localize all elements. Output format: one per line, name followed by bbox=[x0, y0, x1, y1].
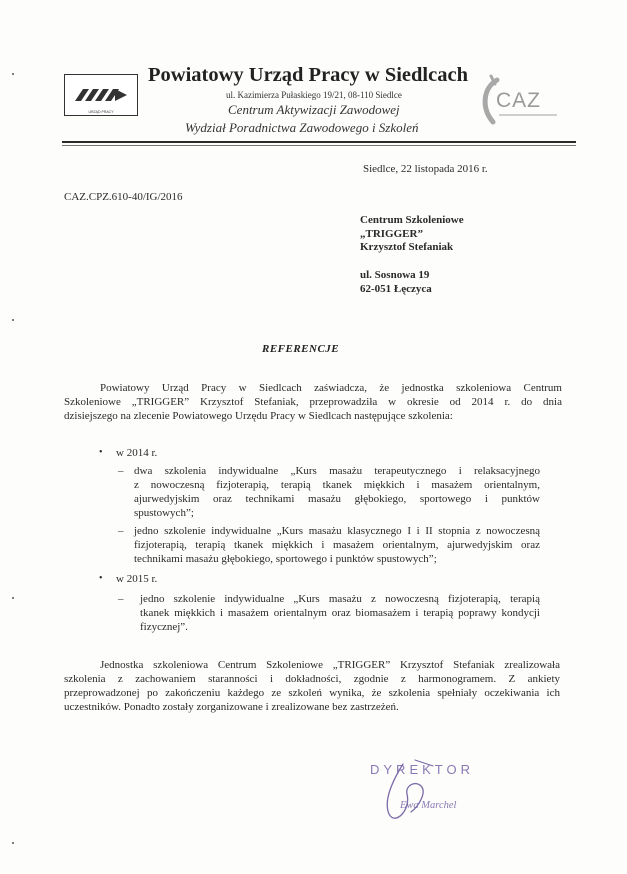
document-title: REFERENCJE bbox=[262, 343, 340, 355]
year-2014-label: w 2014 r. bbox=[116, 447, 158, 459]
stamp-title: DYREKTOR bbox=[370, 762, 474, 777]
intro-line-1: Powiatowy Urząd Pracy w Siedlcach zaświadcza, że jednostka szkoleniowa Centrum bbox=[100, 382, 562, 394]
list-item-line: jedno szkolenie indywidualne „Kurs masażu z nowoczesną fizjoterapią, terapią bbox=[140, 593, 540, 605]
department-name: Wydział Poradnictwa Zawodowego i Szkoleń bbox=[185, 120, 419, 135]
scan-mark bbox=[12, 597, 14, 599]
dash-icon: – bbox=[118, 525, 124, 537]
logo-caption: URZĄD PRACY bbox=[88, 110, 114, 114]
scan-mark bbox=[12, 842, 14, 844]
list-item-line: ajurwedyjskim oraz technikami masażu głębokiego, sportowego i punktów bbox=[134, 493, 540, 505]
dash-icon: – bbox=[118, 465, 124, 477]
org-address: ul. Kazimierza Pułaskiego 19/21, 08-110 Siedlce bbox=[226, 90, 402, 100]
letterhead-rule bbox=[62, 141, 576, 143]
recipient-line-3: Krzysztof Stefaniak bbox=[360, 241, 454, 253]
list-item-line: dwa szkolenia indywidualne „Kurs masażu terapeutycznego i relaksacyjnego bbox=[134, 465, 540, 477]
list-item-line: spustowych”; bbox=[134, 507, 194, 519]
list-item-line: z nowoczesną fizjoterapią, terapią tkanek miękkich i masażem orientalnym, bbox=[134, 479, 540, 491]
caz-logo-underline bbox=[499, 114, 557, 116]
list-item-line: technikami masażu głębokiego, sportowego i punktów spustowych”; bbox=[134, 553, 437, 565]
urzad-pracy-logo bbox=[64, 74, 138, 116]
closing-line-4: uczestników. Ponadto zostały zorganizowane i zrealizowane bez zastrzeżeń. bbox=[64, 701, 399, 713]
scan-mark bbox=[12, 319, 14, 321]
list-item-line: tkanek miękkich i masażem orientalnym oraz biomasażem i terapią poprawy kondycji bbox=[140, 607, 540, 619]
recipient-line-2: „TRIGGER” bbox=[360, 228, 423, 240]
recipient-line-1: Centrum Szkoleniowe bbox=[360, 214, 464, 226]
centre-name: Centrum Aktywizacji Zawodowej bbox=[228, 102, 400, 117]
stamp-name: Ewa Marchel bbox=[400, 800, 457, 811]
closing-line-2: szkolenia z zachowaniem staranności i dokładności, zgodnie z harmonogramem. Z ankiety bbox=[64, 673, 560, 685]
list-item-line: jedno szkolenie indywidualne „Kurs masażu klasycznego I i II stopnia z nowoczesną bbox=[134, 525, 540, 537]
caz-logo-text: CAZ bbox=[496, 89, 541, 112]
closing-line-1: Jednostka szkoleniowa Centrum Szkoleniowe „TRIGGER” Krzysztof Stefaniak zrealizowała bbox=[100, 659, 560, 671]
scan-mark bbox=[12, 73, 14, 75]
list-item-line: fizycznej”. bbox=[140, 621, 188, 633]
list-item-line: fizjoterapią, terapią tkanek miękkich i masażem orientalnym, ajurwedyjskim oraz bbox=[134, 539, 540, 551]
caz-logo bbox=[477, 74, 557, 130]
date-line: Siedlce, 22 listopada 2016 r. bbox=[363, 163, 488, 175]
dash-icon: – bbox=[118, 593, 124, 605]
intro-line-3: dzisiejszego na zlecenie Powiatowego Urzędu Pracy w Siedlcach następujące szkolenia: bbox=[64, 410, 453, 422]
closing-line-3: przeprowadzonej po zakończeniu każdego ze szkoleń wynika, że szkolenia spełniały oczekiwania ich bbox=[64, 687, 560, 699]
org-name: Powiatowy Urząd Pracy w Siedlcach bbox=[148, 64, 468, 86]
bullet-icon: • bbox=[99, 447, 103, 458]
handwritten-signature bbox=[355, 750, 475, 830]
recipient-city: 62-051 Łęczyca bbox=[360, 283, 432, 295]
bullet-icon: • bbox=[99, 573, 103, 584]
reference-number: CAZ.CPZ.610-40/IG/2016 bbox=[64, 191, 183, 203]
intro-line-2: Szkoleniowe „TRIGGER” Krzysztof Stefaniak, przeprowadziła w okresie od 2014 r. do dnia bbox=[64, 396, 562, 408]
letterhead-rule-thin bbox=[62, 145, 576, 146]
year-2015-label: w 2015 r. bbox=[116, 573, 158, 585]
recipient-street: ul. Sosnowa 19 bbox=[360, 269, 430, 281]
